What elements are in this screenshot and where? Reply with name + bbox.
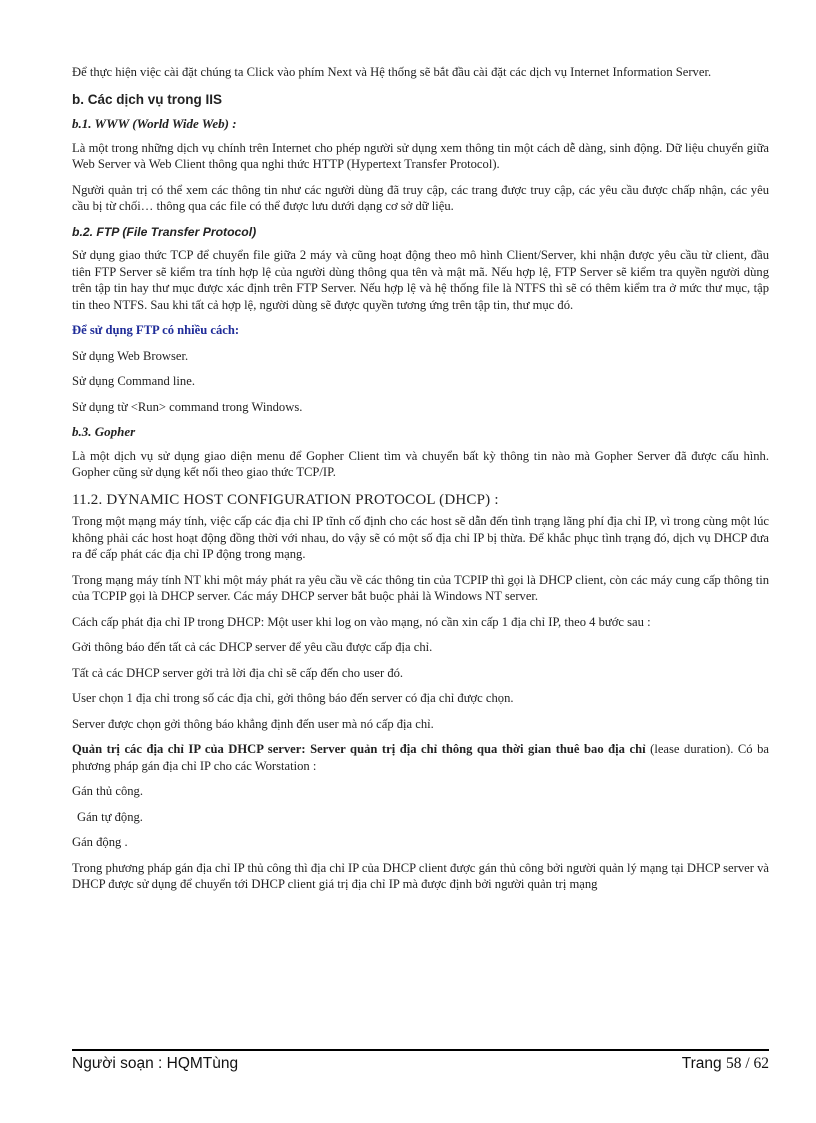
page-footer <box>72 1049 769 1073</box>
list-item: Gán thủ công. <box>72 784 143 798</box>
list-item: Tất cả các DHCP server gởi trả lời địa chỉ sẽ cấp đến cho user đó. <box>72 665 404 680</box>
list-item: Gởi thông báo đến tất cả các DHCP server để yêu cầu được cấp địa chỉ. <box>72 640 433 654</box>
list-item: Gán tự động. <box>77 809 143 824</box>
list-item: Sử dụng Web Browser. <box>72 348 189 363</box>
footer-page-number: 58 / 62 <box>725 1055 769 1072</box>
list-item: Sử dụng từ <Run> command trong Windows. <box>72 399 303 414</box>
b2-paragraph-1: Sử dụng giao thức TCP để chuyển file giữa 2 máy và cũng hoạt động theo mô hình Client/Server, khi nhận được yêu cầu từ client, đầu tiên FTP Server sẽ kiểm tra tính hợp lệ của người dùng thông qua tên và mật mã. Nếu hợp lệ, FTP Server sẽ kiểm tra quyền người dùng trên tập tin hay thư mục được xác định trên FTP Server. Nếu hợp lệ và hệ thống file là NTFS thì sẽ có thêm kiểm tra ở mức thư mục, tập tin theo NTFS. Sau khi tất cả hợp lệ, người dùng sẽ được quyền tương ứng trên tập tin, thư mục đó. <box>72 248 769 312</box>
dhcp-admin-bold: Quản trị các địa chỉ IP của DHCP server: Server quản trị địa chỉ thông qua thời gian thuê bao địa chỉ <box>72 742 646 756</box>
list-item: Gán động . <box>72 835 128 849</box>
b1-paragraph-2: Người quản trị có thể xem các thông tin như các người dùng đã truy cập, các trang được truy cập, các yêu cầu được chấp nhận, các yêu cầu bị từ chối… thông qua các file có thể được lưu dưới dạng cơ sở dữ liệu. <box>72 182 769 213</box>
dhcp-section-heading: 11.2. DYNAMIC HOST CONFIGURATION PROTOCOL (DHCP) : <box>72 491 499 508</box>
b1-heading: b.1. WWW (World Wide Web) : <box>72 116 237 131</box>
list-item: User chọn 1 địa chỉ trong số các địa chỉ, gởi thông báo đến server có địa chỉ được chọn. <box>72 691 514 705</box>
list-item: Sử dụng Command line. <box>72 374 195 388</box>
intro-paragraph: Để thực hiện việc cài đặt chúng ta Click vào phím Next và Hệ thống sẽ bắt đầu cài đặt các dịch vụ Internet Information Server. <box>72 65 712 79</box>
dhcp-admin-paragraph <box>72 741 769 774</box>
footer-page-label: Trang <box>681 1055 722 1072</box>
ftp-ways-heading: Để sử dụng FTP có nhiều cách: <box>72 323 240 337</box>
dhcp-admin-rest: (lease duration). Có ba phương pháp gán địa chỉ IP cho các Worstation : <box>72 742 769 773</box>
b1-paragraph-1: Là một trong những dịch vụ chính trên Internet cho phép người sử dụng xem thông tin một cách dễ dàng, sinh động. Dữ liệu chuyển giữa Web Server và Web Client thông qua nghi thức HTTP (Hypertext Transfer Protocol). <box>72 140 769 171</box>
dhcp-last-paragraph: Trong phương pháp gán địa chỉ IP thủ công thì địa chỉ IP của DHCP client được gán thủ công bởi người quản lý mạng tại DHCP server và DHCP được sử dụng để chuyển tới DHCP client giá trị địa chỉ IP mà được định bởi người quản trị mạng <box>72 860 769 891</box>
dhcp-paragraph-2: Trong mạng máy tính NT khi một máy phát ra yêu cầu về các thông tin của TCPIP thì gọi là DHCP client, còn các máy cung cấp thông tin của TCPIP gọi là DHCP server. Các máy DHCP server bắt buộc phải là Windows NT server. <box>72 572 769 603</box>
footer-author: Người soạn : HQMTùng <box>72 1055 239 1072</box>
document-body <box>72 64 769 902</box>
list-item: Server được chọn gởi thông báo khẳng định đến user mà nó cấp địa chỉ. <box>72 716 434 731</box>
section-b-heading: b. Các dịch vụ trong IIS <box>72 91 223 107</box>
footer-page-indicator <box>682 1055 769 1073</box>
dhcp-paragraph-3: Cách cấp phát địa chỉ IP trong DHCP: Một user khi log on vào mạng, nó cần xin cấp 1 địa chỉ IP, theo 4 bước sau : <box>72 614 651 629</box>
b3-paragraph-1: Là một dịch vụ sử dụng giao diện menu để Gopher Client tìm và chuyển bất kỳ thông tin nào mà Gopher Server đã được cấu hình. Gopher cũng sử dụng kết nối theo giao thức TCP/IP. <box>72 448 769 479</box>
dhcp-paragraph-1: Trong một mạng máy tính, việc cấp các địa chỉ IP tĩnh cố định cho các host sẽ dẫn đến tình trạng lãng phí địa chỉ IP, vì trong cùng một lúc không phải các host hoạt động đồng thời với nhau, do vậy sẽ có một số địa chỉ IP bị thừa. Để khắc phục tình trạng đó, dịch vụ DHCP đưa ra để cấp phát các địa chỉ IP động trong mạng. <box>72 514 769 561</box>
b3-heading: b.3. Gopher <box>72 424 136 439</box>
b2-heading: b.2. FTP (File Transfer Protocol) <box>72 224 257 239</box>
